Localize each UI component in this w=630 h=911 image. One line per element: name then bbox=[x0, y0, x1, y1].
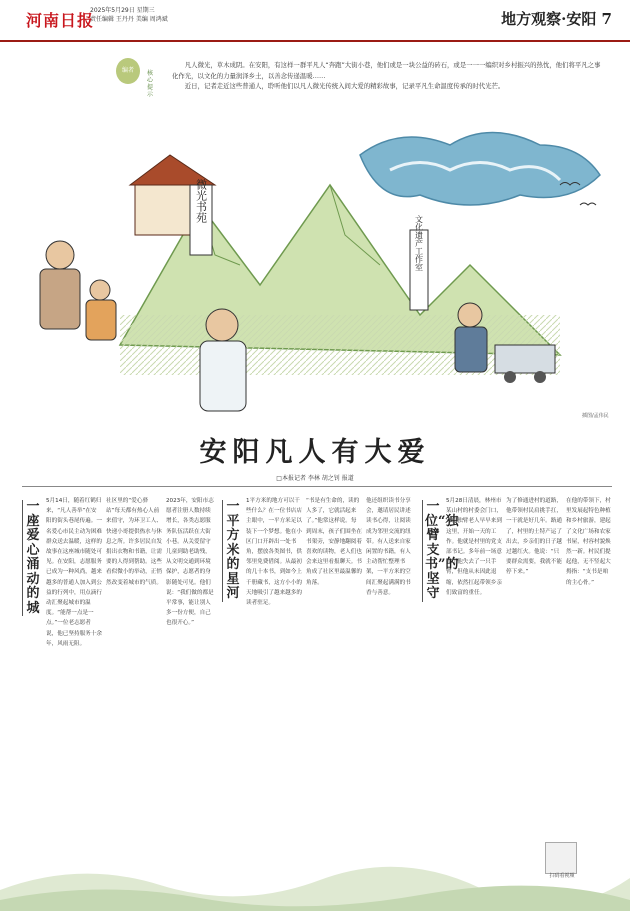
byline: □本报记者 李林 胡之钊 报道 bbox=[276, 475, 354, 482]
summary-paragraph: 凡人微光，草木成阴。在安阳，有这样一群平凡人“奔跑”大街小巷，他们或是一块公益的砖石，或是一一一编织对乡村振兴的热忱，他们将平凡之事化作光，以文化的力量润泽乡土，以善念传递温暖…… bbox=[172, 61, 601, 80]
bookstore-sign-text: 微光书苑 bbox=[194, 179, 208, 223]
summary-paragraph: 近日，记者走近这些普通人，聆听他们以凡人微光传统入间大爱的精彩故事，记录平凡生命温度传承的时代光芒。 bbox=[184, 82, 505, 90]
story-column: 他还组织读书分享会，邀请居民讲述读书心得，让阅读成为邻里交流的纽带。有人送来自家闲置的书籍，有人主动帮忙整理书架，一平方米的空间汇聚起满满的书香与善意。 bbox=[366, 498, 411, 596]
section-title: 地方观察·安阳 7 bbox=[501, 10, 612, 28]
feature-illustration bbox=[0, 115, 630, 425]
story-column: 为了修通进村的道路，他带领村民肩挑手扛，一干就是好几年。路通了，村里的土特产运了出去，乡亲们的日子越过越红火。他说：“只要群众需要，我就不能停下来。” bbox=[506, 498, 562, 576]
issue-info bbox=[90, 6, 168, 24]
illustration-credit: 插图/孟伟民 bbox=[582, 413, 609, 419]
headline: 安阳凡人有大爱 bbox=[199, 437, 431, 468]
story-column: 1平方米的地方可以干些什么？在一位书店店主眼中，一平方米足以装下一个梦想。他在小区门口开辟出一处书角，摆放各类图书，供邻里免费借阅。从最初的几十本书，到如今上千册藏书，这方小小的天地吸引了越来越多的读者驻足。 bbox=[246, 498, 302, 607]
issue-editors: 责任编辑 王丹丹 美编 周鸿斌 bbox=[90, 16, 168, 23]
story-column: 2023年，安阳市志愿者注册人数持续增长，各类志愿服务队伍活跃在大街小巷。从关爱留守儿童到助老助残，从文明交通到环境保护，志愿者的身影随处可见。他们说：“我们做的都是平常事，能让别人多一份方便，自己也很开心。” bbox=[166, 498, 214, 627]
story-title: 一座爱心涌动的城 bbox=[22, 500, 41, 616]
story-column: 5月14日，随着红鹤归来，“凡人善举”在安阳的街头巷尾传遍。一名爱心市民主动为困难群众送去温暖，这样的故事在这座城市随处可见。在安阳，志愿服务已成为一种风尚，越来越多的普通人加入到公益的行列中，用点滴行动汇聚起城市的温度。“能帮一点是一点。”一位老志愿者说，他已坚持服务十余年，风雨无阻。 bbox=[46, 498, 102, 647]
editor-badge-icon: 编者 bbox=[116, 58, 140, 84]
qr-code-icon[interactable] bbox=[545, 842, 577, 874]
core-summary-label: 核心提示 bbox=[147, 70, 154, 98]
story-column: 社区里的“爱心驿站”每天都有热心人前来值守，为环卫工人、快递小哥提供热水与休息之所。许多居民自发捐出衣物和书籍，让需要的人得到帮助。这些看似微小的举动，正悄然改变着城市的气质。 bbox=[106, 498, 162, 586]
story-title: 一位“独臂支书”的坚守 bbox=[422, 500, 441, 602]
footer-landscape bbox=[0, 850, 630, 911]
core-summary bbox=[172, 60, 602, 92]
divider bbox=[22, 486, 612, 487]
person-icon bbox=[206, 309, 238, 341]
story-column: 在他的带领下，村里发展起特色种植和乡村旅游，建起了文化广场和农家书屋，村容村貌焕然一新。村民们提起他，无不竖起大拇指：“支书是咱的主心骨。” bbox=[566, 498, 611, 586]
story-column: “书是有生命的，读的人多了，它就活起来了。”他常这样说。每到周末，孩子们围坐在书架旁，安静地翻阅着喜欢的读物，老人们也会来这里看报聊天。书角成了社区里最温馨的角落。 bbox=[306, 498, 362, 586]
qr-code-label: 扫码看视频 bbox=[549, 873, 575, 879]
story-title: 一平方米的星河 bbox=[222, 500, 241, 602]
truck-icon bbox=[495, 345, 555, 373]
issue-date: 2025年5月29日 星期三 bbox=[90, 7, 155, 14]
newspaper-logo: 河南日报 bbox=[26, 11, 95, 30]
workshop-sign-text: 文化遗产工作室 bbox=[414, 215, 424, 271]
masthead bbox=[0, 0, 630, 42]
story-column: 5月28日清晨，林州市某山村的村委会门口，一位独臂老人早早来到这里，开始一天的工作。他就是村里的党支部书记。多年前一场意外让他失去了一只手臂，但他从未因此退缩，依然扛起带领乡亲们致富的重任。 bbox=[446, 498, 502, 596]
